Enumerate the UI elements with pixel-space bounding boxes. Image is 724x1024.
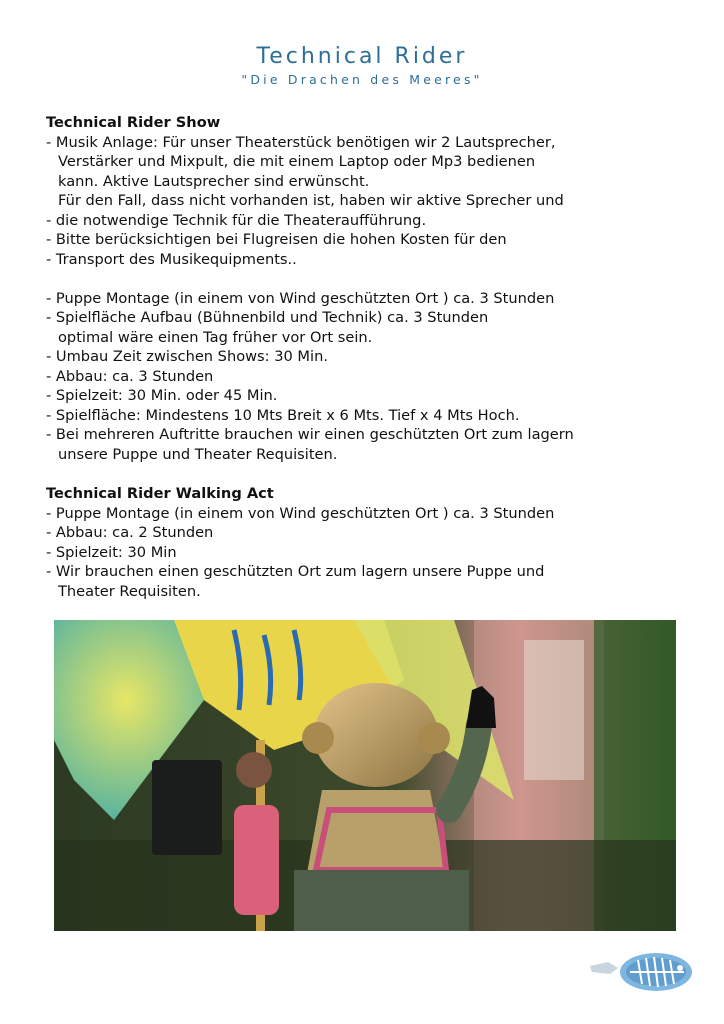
document-subtitle: "Die Drachen des Meeres" xyxy=(241,72,483,87)
list-item: - Transport des Musikequipments.. xyxy=(46,250,706,270)
fish-logo xyxy=(590,948,694,994)
performance-photo-icon xyxy=(54,620,676,931)
list-item: - Spielzeit: 30 Min. oder 45 Min. xyxy=(46,386,706,406)
list-item: - Wir brauchen einen geschützten Ort zum lagern unsere Puppe und Theater Requisiten. xyxy=(46,562,706,601)
list-item: - Musik Anlage: Für unser Theaterstück benötigen wir 2 Lautsprecher, Verstärker und Mixpult, die mit einem Laptop oder Mp3 bedienen kann. Aktive Lautsprecher sind erwünscht. xyxy=(46,133,706,192)
show-list xyxy=(46,133,706,465)
walking-act-heading: Technical Rider Walking Act xyxy=(46,485,274,502)
list-item: - Puppe Montage (in einem von Wind geschützten Ort ) ca. 3 Stunden xyxy=(46,289,706,309)
list-item: - Abbau: ca. 2 Stunden xyxy=(46,523,706,543)
walking-act-section xyxy=(46,484,706,601)
list-item: - Bitte berücksichtigen bei Flugreisen die hohen Kosten für den xyxy=(46,230,706,250)
list-item: - Abbau: ca. 3 Stunden xyxy=(46,367,706,387)
fish-skeleton-logo-icon xyxy=(590,948,694,994)
list-item: - Puppe Montage (in einem von Wind geschützten Ort ) ca. 3 Stunden xyxy=(46,504,706,524)
list-item: - Spielfläche: Mindestens 10 Mts Breit x 6 Mts. Tief x 4 Mts Hoch. xyxy=(46,406,706,426)
spacer xyxy=(46,269,706,289)
show-section xyxy=(46,113,706,464)
show-heading: Technical Rider Show xyxy=(46,114,221,131)
list-item: - Spielzeit: 30 Min xyxy=(46,543,706,563)
list-item: - Bei mehreren Auftritte brauchen wir einen geschützten Ort zum lagern unsere Puppe und Theater Requisiten. xyxy=(46,425,706,464)
performance-photo xyxy=(54,620,676,931)
list-item: - die notwendige Technik für die Theateraufführung. xyxy=(46,211,706,231)
walking-act-list xyxy=(46,504,706,602)
document-title: Technical Rider xyxy=(256,44,468,69)
list-item: - Umbau Zeit zwischen Shows: 30 Min. xyxy=(46,347,706,367)
list-item: - Spielfläche Aufbau (Bühnenbild und Technik) ca. 3 Stunden optimal wäre einen Tag früher vor Ort sein. xyxy=(46,308,706,347)
list-item: Für den Fall, dass nicht vorhanden ist, haben wir aktive Sprecher und xyxy=(58,192,564,209)
